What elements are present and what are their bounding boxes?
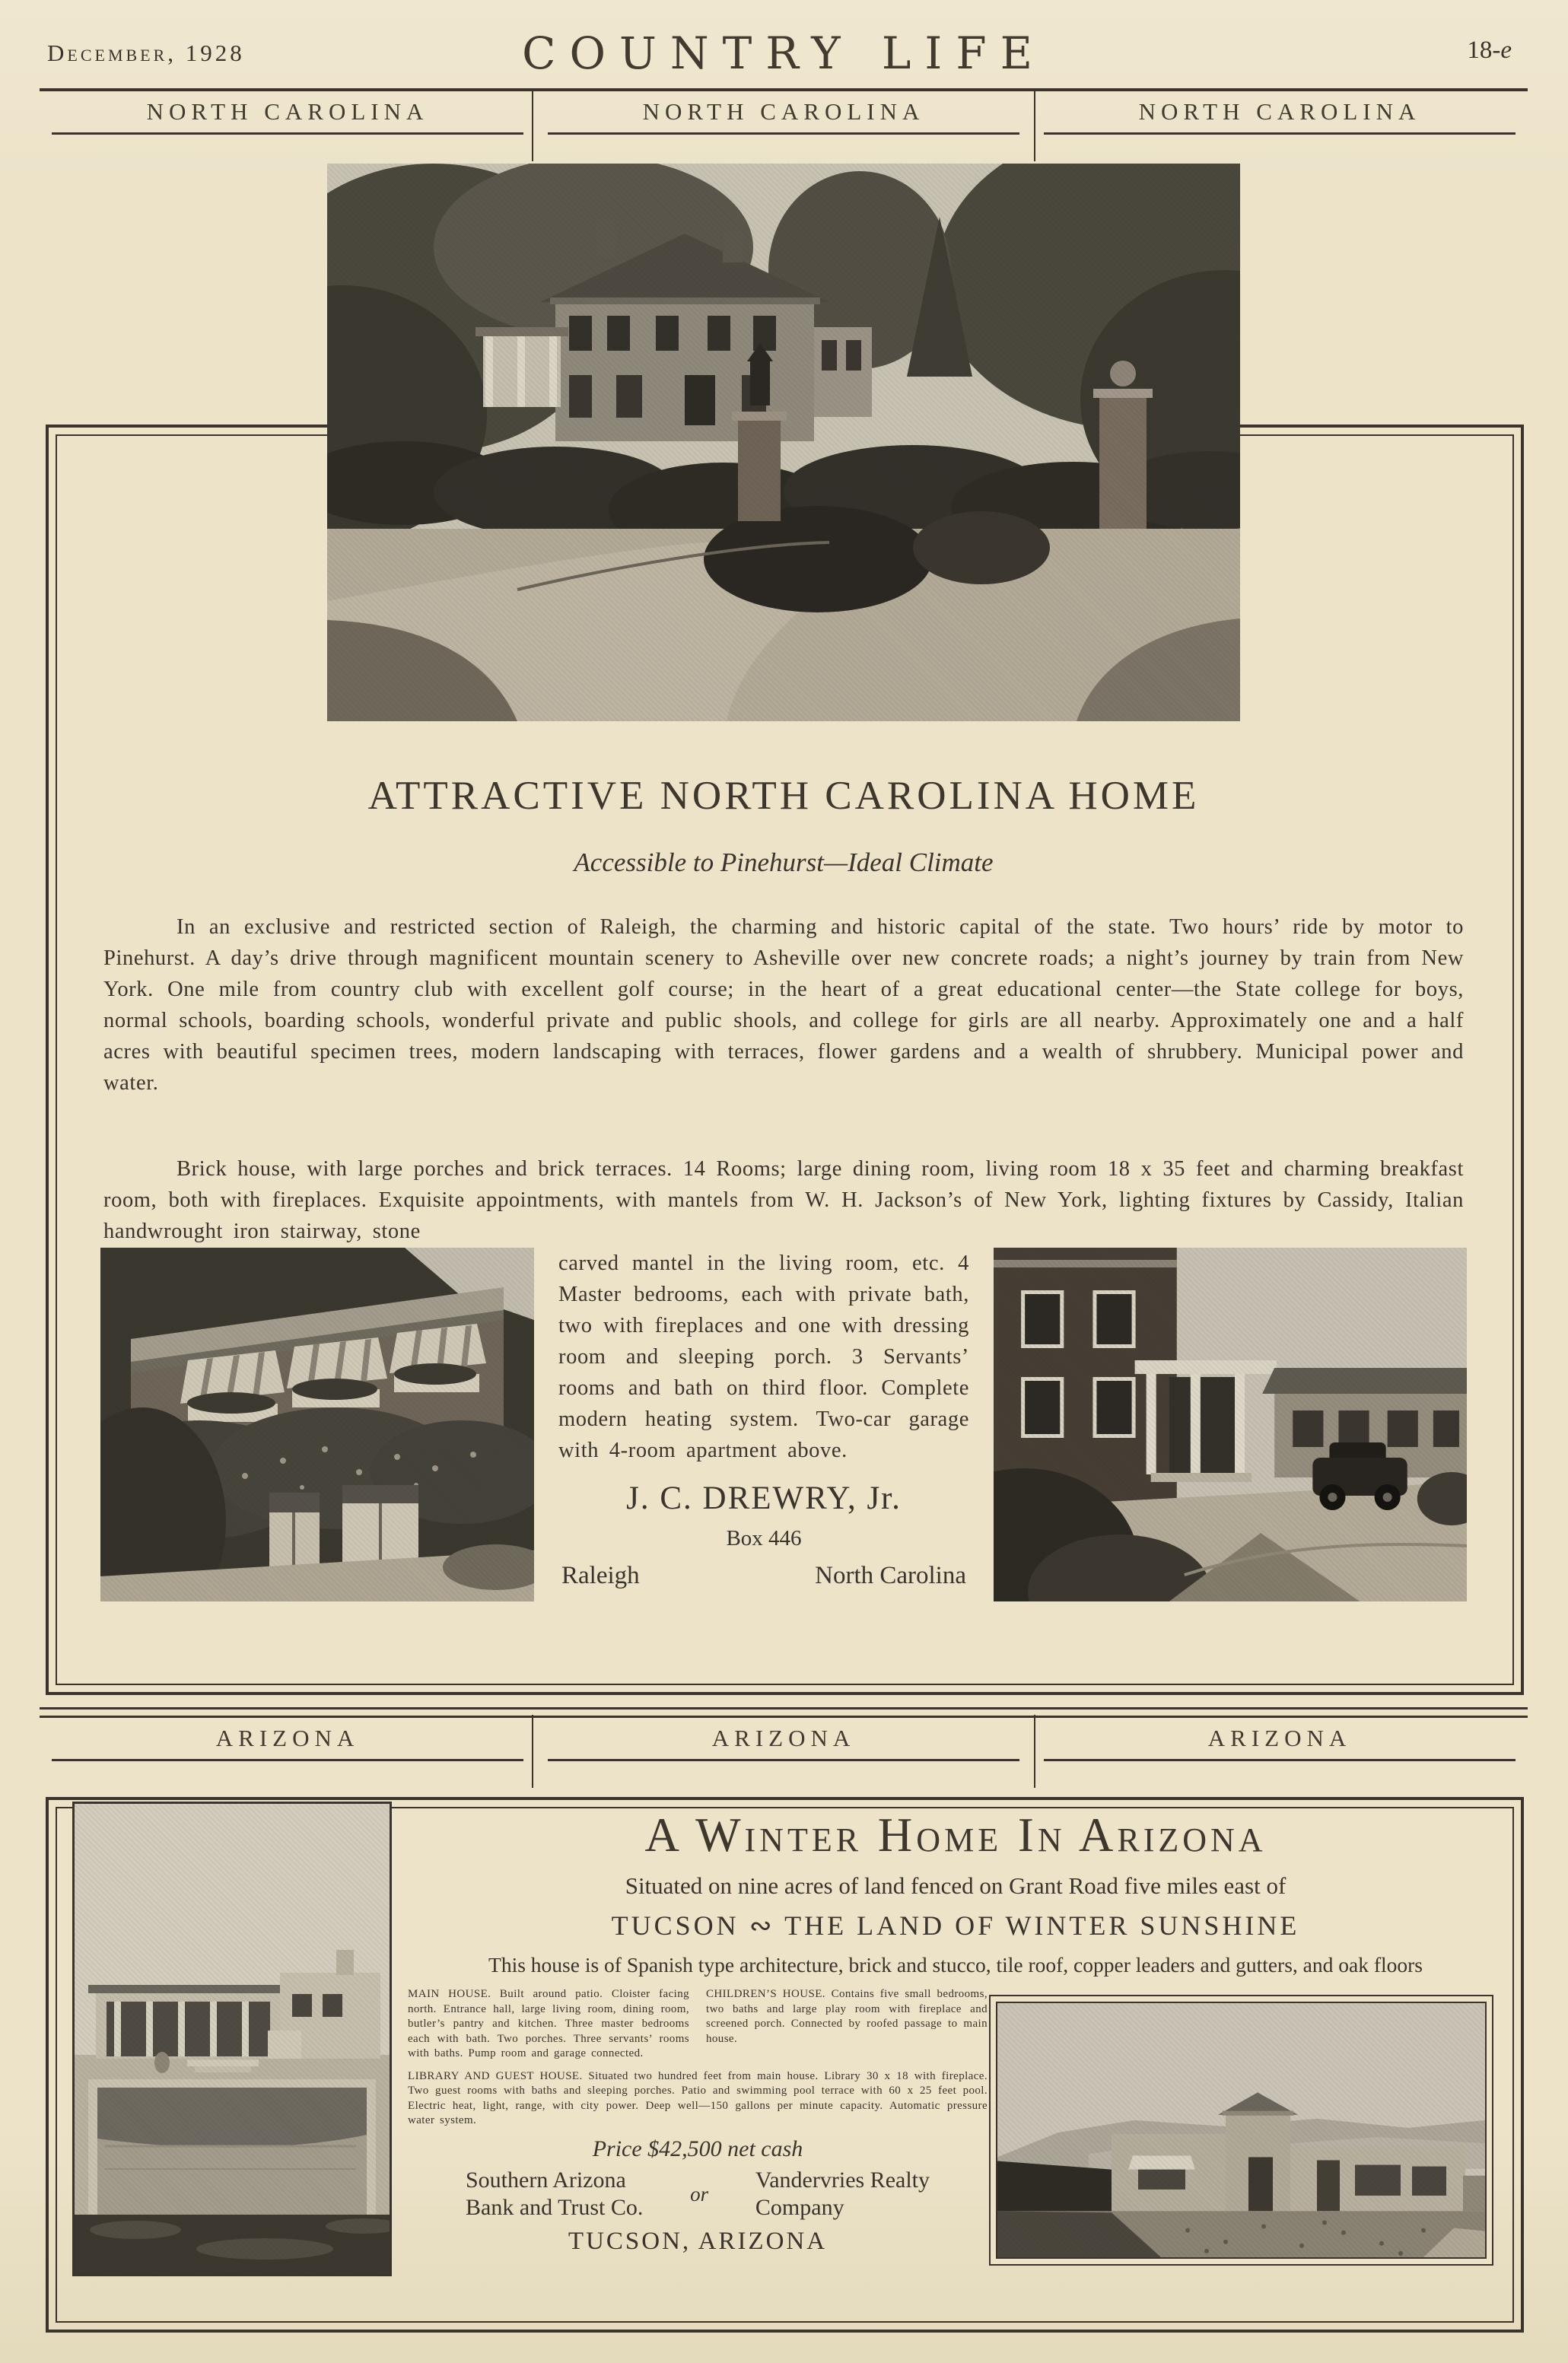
nc-ad-paragraph-1: In an exclusive and restricted section of Raleigh, the charming and historic capital of the state. Two hours’ ride by motor to Pinehurst. A day’s drive through magnificent mountain scenery to Asheville over new concrete roads; a night’s journey by train from New York. One mile from country club with excellent golf course; in the heart of a great educational center—the State college for boys, normal schools, boarding schools, wonderful private and public shools, and college for girls are all nearby. Approximately one and a half acres with beautiful specimen trees, modern landscaping with terraces, flower gardens and a wealth of shrubbery. Municipal power and water.: [103, 915, 1464, 1095]
az-ad-text-block: [408, 1987, 988, 2256]
az-main-house-paragraph: MAIN HOUSE. Built around patio. Cloister facing north. Entrance hall, large living room, dining room, butler’s pantry and kitchen. Three master bedrooms each with bath. Two porches. Three servants’ rooms with baths. Pump room and garage connected.: [408, 1988, 689, 2059]
band-underline: [52, 132, 523, 135]
nc-ad-title: ATTRACTIVE NORTH CAROLINA HOME: [367, 774, 1200, 818]
tucson-house-photo: [996, 2002, 1487, 2259]
page-number: [1467, 37, 1512, 65]
section-label: ARIZONA: [711, 1725, 856, 1751]
garage-apartment-illustration: [100, 1248, 534, 1601]
band-column: [40, 91, 536, 135]
az-agents-row: [408, 2167, 988, 2221]
nc-contact-city: Raleigh: [561, 1562, 640, 1589]
section-label: NORTH CAROLINA: [642, 98, 925, 125]
nc-contact-state: North Carolina: [815, 1562, 966, 1589]
section-label: NORTH CAROLINA: [146, 98, 429, 125]
nc-contact-name: J. C. DREWRY, Jr.: [626, 1480, 902, 1516]
nc-contact-box: Box 446: [726, 1526, 802, 1550]
az-agent-left: [466, 2167, 643, 2221]
band-column: [1032, 1718, 1528, 1761]
magazine-title: COUNTRY LIFE: [522, 27, 1046, 79]
section-label: ARIZONA: [215, 1725, 360, 1751]
az-agent-right-line2: Company: [755, 2194, 844, 2220]
az-ad-header: [399, 1808, 1512, 1977]
nc-ad-paragraph-3: carved mantel in the living room, etc. 4 Master bedrooms, each with private bath, two with fireplaces and one with dressing room and sleeping porch. 3 Servants’ rooms and bath on third floor. Complete modern heating system. Two-car garage with 4-room apartment above.: [558, 1251, 969, 1462]
band-columns: [40, 1718, 1528, 1761]
az-agent-left-line1: Southern Arizona: [466, 2167, 626, 2193]
arizona-band: [40, 1707, 1528, 1761]
house-entrance-photo: [994, 1248, 1467, 1601]
band-divider: [1034, 88, 1035, 161]
tucson-house-illustration: [997, 2003, 1485, 2257]
band-divider: [1034, 1715, 1035, 1788]
az-agent-right: [755, 2167, 930, 2221]
band-divider: [532, 1715, 533, 1788]
az-library-guest-house-paragraph: LIBRARY AND GUEST HOUSE. Situated two hundred feet from main house. Library 30 x 18 with fireplace. Two guest rooms with baths and sleeping porches. Patio and swimming pool terrace with 60 x 25 feet pool. Electric heat, light, range, with city power. Deep well—150 gallons per minute capacity. Automatic pressure water system.: [408, 2069, 988, 2126]
garage-apartment-photo: [100, 1248, 534, 1601]
nc-ad-middle-row: [100, 1248, 1467, 1601]
band-underline: [1044, 1759, 1516, 1761]
az-tucson-line: TUCSON ∾ THE LAND OF WINTER SUNSHINE: [611, 1910, 1300, 1941]
band-column: [1032, 91, 1528, 135]
az-agent-left-line2: Bank and Trust Co.: [466, 2194, 644, 2220]
tucson-pool-patio-illustration: [75, 1804, 390, 2274]
raleigh-house-driveway-illustration: [327, 164, 1240, 721]
raleigh-house-driveway-photo: [327, 164, 1240, 721]
az-city-state: TUCSON, ARIZONA: [568, 2227, 828, 2255]
band-columns: [40, 91, 1528, 135]
band-column: [536, 91, 1032, 135]
band-underline: [548, 1759, 1019, 1761]
az-ad-subtitle: Situated on nine acres of land fenced on Grant Road five miles east of: [625, 1872, 1287, 1899]
house-entrance-illustration: [994, 1248, 1467, 1601]
az-childrens-house-paragraph: CHILDREN’S HOUSE. Contains five small bedrooms, two baths and large play room with fireplace and screened porch. Connected by roofed passage to main house.: [706, 1988, 988, 2045]
band-rule-gap: [40, 1709, 1528, 1716]
az-description-line: This house is of Spanish type architecture, brick and stucco, tile roof, copper leaders and gutters, and oak floors: [488, 1953, 1423, 1977]
section-label: ARIZONA: [1207, 1725, 1352, 1751]
az-agent-right-line1: Vandervries Realty: [755, 2167, 930, 2193]
nc-contact-city-state: [558, 1562, 969, 1590]
band-column: [536, 1718, 1032, 1761]
section-label: NORTH CAROLINA: [1138, 98, 1421, 125]
nc-ad-paragraph-2: Brick house, with large porches and brick terraces. 14 Rooms; large dining room, living room 18 x 35 feet and charming breakfast room, both with fireplaces. Exquisite appointments, with mantels from W. H. Jackson’s of New York, lighting fixtures by Cassidy, Italian handwrought iron stairway, stone: [103, 1157, 1464, 1243]
band-underline: [1044, 132, 1516, 135]
tucson-pool-patio-photo: [72, 1802, 392, 2276]
az-or-word: or: [690, 2182, 709, 2206]
az-two-columns: [408, 1987, 988, 2062]
band-divider: [532, 88, 533, 161]
issue-date: December, 1928: [47, 40, 245, 66]
page-number-prefix: 18-: [1467, 37, 1501, 64]
az-ad-title: A Winter Home In Arizona: [644, 1808, 1267, 1862]
band-column: [40, 1718, 536, 1761]
page-number-suffix: e: [1500, 37, 1512, 64]
tucson-house-photo-frame: [989, 1995, 1493, 2266]
nc-ad-middle-column: [558, 1248, 969, 1590]
nc-ad-subtitle: Accessible to Pinehurst—Ideal Climate: [574, 848, 994, 877]
az-price-line: Price $42,500 net cash: [592, 2136, 803, 2161]
north-carolina-band: [40, 88, 1528, 135]
band-underline: [548, 132, 1019, 135]
band-underline: [52, 1759, 523, 1761]
